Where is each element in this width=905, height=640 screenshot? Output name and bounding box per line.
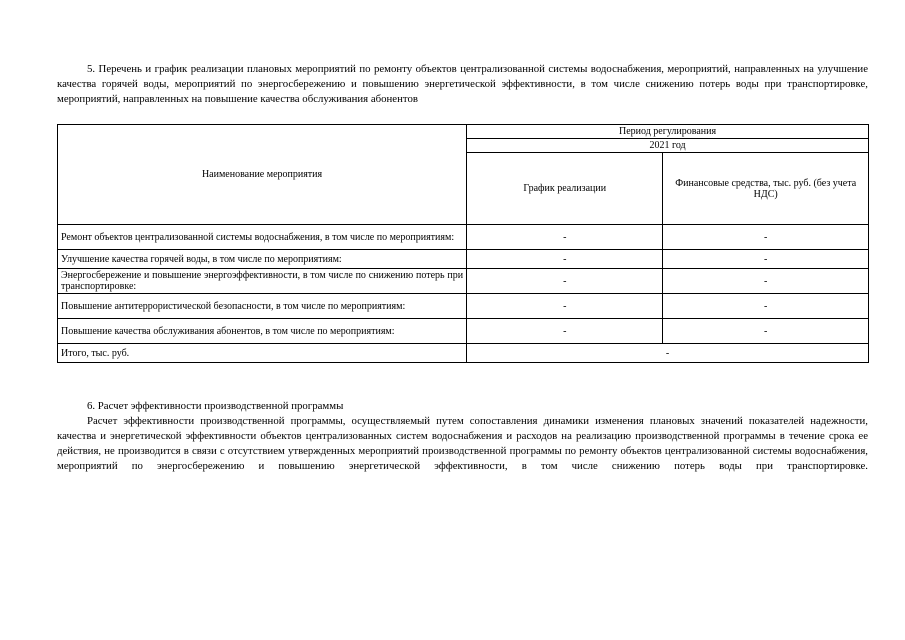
activities-table — [57, 124, 869, 363]
table-row — [58, 250, 869, 269]
row-schedule-value: - — [467, 319, 663, 344]
table-row — [58, 294, 869, 319]
row-schedule-value: - — [467, 225, 663, 250]
row-activity-name: Повышение качества обслуживания абонентов, в том числе по мероприятиям: — [58, 319, 467, 344]
header-activity-name: Наименование мероприятия — [58, 125, 467, 225]
section-6-heading: 6. Расчет эффективности производственной программы — [87, 400, 344, 412]
row-finance-value: - — [663, 294, 869, 319]
table-row — [58, 319, 869, 344]
table-row — [58, 269, 869, 294]
row-finance-value: - — [663, 269, 869, 294]
row-finance-value: - — [663, 225, 869, 250]
row-finance-value: - — [663, 319, 869, 344]
row-schedule-value: - — [467, 269, 663, 294]
header-year: 2021 год — [467, 139, 869, 153]
row-activity-name: Повышение антитеррористической безопасности, в том числе по мероприятиям: — [58, 294, 467, 319]
total-value: - — [467, 344, 869, 363]
total-label: Итого, тыс. руб. — [58, 344, 467, 363]
section-5-title: 5. Перечень и график реализации плановых мероприятий по ремонту объектов централизованной системы водоснабжения, мероприятий, направленных на улучшение качества горячей воды, мероприятий по энергосбережению и повышению энергетической эффективности, в том числе снижению потерь воды при транспортировке, мероприятий, направленных на повышение качества обслуживания абонентов — [57, 63, 868, 105]
row-schedule-value: - — [467, 250, 663, 269]
row-activity-name: Ремонт объектов централизованной системы водоснабжения, в том числе по мероприятиям: — [58, 225, 467, 250]
row-schedule-value: - — [467, 294, 663, 319]
row-activity-name: Энергосбережение и повышение энергоэффективности, в том числе по снижению потерь при транспортировке: — [58, 269, 467, 294]
header-schedule: График реализации — [467, 153, 663, 225]
row-finance-value: - — [663, 250, 869, 269]
header-finance: Финансовые средства, тыс. руб. (без учета НДС) — [663, 153, 869, 225]
table-header-row-period — [58, 125, 869, 139]
table-row — [58, 225, 869, 250]
header-regulation-period: Период регулирования — [467, 125, 869, 139]
table-total-row — [58, 344, 869, 363]
row-activity-name: Улучшение качества горячей воды, в том числе по мероприятиям: — [58, 250, 467, 269]
section-6-body: Расчет эффективности производственной программы, осуществляемый путем сопоставления динамики изменения плановых значений показателей надежности, качества и энергетической эффективности объектов централизованных систем водоснабжения и расходов на реализацию производственной программы в течение срока ее действия, не производится в связи с отсутствием утвержденных мероприятий производственной программы по ремонту объектов централизованной системы водоснабжения, мероприятий по энергосбережению и повышению энергетической эффективности, в том числе снижению потерь воды при транспортировке. — [57, 415, 868, 472]
